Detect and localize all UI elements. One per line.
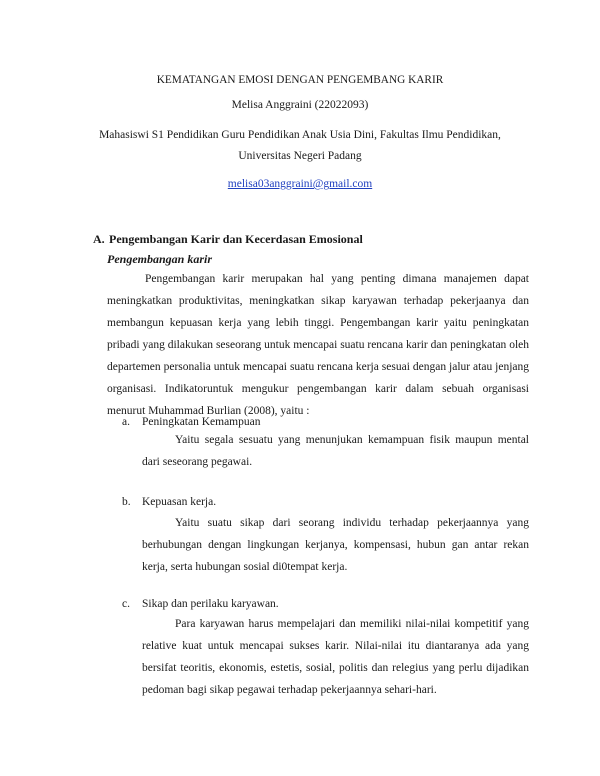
paragraph-line: berhubungan dengan lingkungan kerjanya, kompensasi, hubun gan antar rekan <box>142 539 529 551</box>
list-item-paragraph <box>142 429 529 473</box>
section-letter: A. <box>93 232 105 246</box>
list-item-letter: c. <box>122 598 130 610</box>
subsection-heading: Pengembangan karir <box>107 252 213 266</box>
paragraph-line: organisasi. Indikatoruntuk mengukur pengembangan karir dalam sebuah organisasi <box>107 383 529 395</box>
list-item-title: Sikap dan perilaku karyawan. <box>142 598 279 610</box>
email-row <box>0 177 600 191</box>
paragraph-line: menurut Muhammad Burlian (2008), yaitu : <box>107 405 310 417</box>
section-heading-text: Pengembangan Karir dan Kecerdasan Emosional <box>109 232 363 246</box>
intro-paragraph <box>107 268 529 422</box>
list-item-title: Kepuasan kerja. <box>142 496 217 508</box>
paragraph-line: meningkatkan produktivitas, meningkatkan sikap karyawan terhadap pekerjaanya dan <box>107 295 529 307</box>
list-item-title: Peningkatan Kemampuan <box>142 416 261 428</box>
paragraph-line: relative kuat untuk mencapai sukses karir. Nilai-nilai itu diantaranya ada yang <box>142 640 529 652</box>
paragraph-line: Yaitu suatu sikap dari seorang individu terhadap pekerjaannya yang <box>175 517 529 529</box>
paragraph-line: Pengembangan karir merupakan hal yang penting dimana manajemen dapat <box>145 273 529 285</box>
list-item-letter: b. <box>122 496 131 508</box>
paragraph-line: dari seseorang pegawai. <box>142 456 253 468</box>
affiliation-line-1: Mahasiswi S1 Pendidikan Guru Pendidikan Anak Usia Dini, Fakultas Ilmu Pendidikan, <box>99 129 501 141</box>
list-item-paragraph <box>142 512 529 578</box>
paper-title: KEMATANGAN EMOSI DENGAN PENGEMBANG KARIR <box>156 74 444 86</box>
affiliation-line-2: Universitas Negeri Padang <box>238 150 362 162</box>
email-link[interactable]: melisa03anggraini@gmail.com <box>227 178 373 190</box>
list-item-paragraph <box>142 613 529 701</box>
section-heading <box>93 232 363 247</box>
paragraph-line: pedoman bagi sikap pegawai terhadap pekerjaannya sehari-hari. <box>142 684 437 696</box>
paragraph-line: kerja, serta hubungan sosial di0tempat kerja. <box>142 561 348 573</box>
paragraph-line: Yaitu segala sesuatu yang menunjukan kemampuan fisik maupun mental <box>175 434 529 446</box>
author-name: Melisa Anggraini (22022093) <box>231 99 369 111</box>
paragraph-line: membangun kepuasan kerja yang lebih tinggi. Pengembangan karir yaitu peningkatan <box>107 317 529 329</box>
paragraph-line: bersifat teoritis, ekonomis, estetis, sosial, politis dan relegius yang perlu dijadikan <box>142 662 529 674</box>
list-item-label <box>122 416 260 428</box>
list-item-label <box>122 598 279 610</box>
list-item-letter: a. <box>122 416 130 428</box>
paragraph-line: pribadi yang dilakukan seseorang untuk mencapai suatu rencana karir dan peningkatan oleh <box>107 339 529 351</box>
paragraph-line: Para karyawan harus mempelajari dan memiliki nilai-nilai kompetitif yang <box>175 618 529 630</box>
paragraph-line: departemen personalia untuk mencapai suatu rencana kerja sesuai dengan jalur atau jenjang <box>107 361 529 373</box>
list-item-label <box>122 496 216 508</box>
